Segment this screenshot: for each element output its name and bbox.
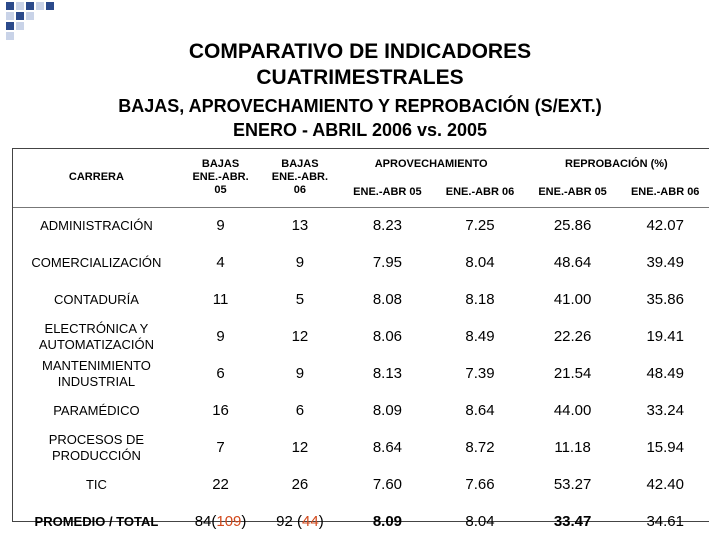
row-bajas-05: 16 — [212, 401, 229, 419]
header-bajas-05-line3: 05 — [214, 184, 227, 197]
row-bajas-05: 11 — [212, 290, 229, 308]
row-carrera — [13, 355, 180, 392]
row-carrera: CONTADURÍA — [53, 291, 139, 307]
paren-close: ) — [241, 512, 247, 530]
page-title: COMPARATIVO DE INDICADORES — [188, 40, 532, 63]
row-aprov-06: 7.39 — [465, 364, 495, 382]
row-carrera-line1: PROCESOS DE — [48, 431, 145, 447]
row-reprob-05: 11.18 — [554, 438, 591, 456]
total-bajas-05-extra: 109 — [216, 512, 242, 530]
row-aprov-05: 7.95 — [372, 253, 403, 271]
table-row — [13, 429, 709, 466]
row-bajas-06: 13 — [291, 216, 309, 234]
deco-square — [16, 2, 24, 10]
row-reprob-05: 21.54 — [553, 364, 592, 382]
header-aprov-06: ENE.-ABR 06 — [436, 179, 524, 207]
row-aprov-06: 7.25 — [465, 216, 495, 234]
row-bajas-06: 12 — [291, 438, 309, 456]
row-carrera — [13, 429, 180, 466]
row-reprob-06: 35.86 — [646, 290, 684, 308]
header-reprob-05: ENE.-ABR 05 — [524, 179, 622, 207]
page-subtitle-period: ENERO - ABRIL 2006 vs. 2005 — [232, 120, 488, 140]
row-reprob-06: 15.94 — [646, 438, 684, 456]
row-bajas-05: 9 — [216, 327, 225, 345]
header-aprovechamiento: APROVECHAMIENTO — [374, 157, 488, 170]
paren-close: ) — [318, 512, 324, 530]
total-bajas-06-value: 92 — [276, 512, 297, 530]
page-title-line2: CUATRIMESTRALES — [256, 66, 464, 89]
table-row — [13, 207, 709, 244]
row-aprov-05: 8.13 — [372, 364, 403, 382]
row-aprov-06: 8.64 — [465, 401, 495, 419]
row-aprov-06: 7.66 — [465, 475, 495, 493]
row-carrera-line2: PRODUCCIÓN — [52, 447, 141, 463]
deco-square — [16, 22, 24, 30]
indicators-table — [12, 148, 709, 530]
row-aprov-05: 8.06 — [372, 327, 403, 345]
row-bajas-06: 9 — [295, 364, 305, 382]
header-bajas-05 — [180, 149, 261, 207]
total-bajas-06-extra: 44 — [302, 512, 319, 530]
row-bajas-06: 9 — [295, 253, 305, 271]
total-row — [13, 503, 709, 540]
header-reprobacion: REPROBACIÓN (%) — [565, 157, 668, 170]
row-reprob-05: 22.26 — [553, 327, 592, 345]
deco-square — [16, 12, 24, 20]
table-row — [13, 392, 709, 429]
table-row — [13, 318, 709, 355]
header-carrera — [13, 149, 180, 207]
row-bajas-06: 26 — [291, 475, 309, 493]
total-bajas-06 — [261, 503, 338, 540]
header-carrera-label: CARRERA — [68, 171, 124, 184]
row-bajas-06: 5 — [295, 290, 305, 308]
row-reprob-06: 42.07 — [646, 216, 684, 234]
deco-square — [46, 2, 54, 10]
table-row — [13, 281, 709, 318]
row-reprob-06: 42.40 — [646, 475, 684, 493]
table-row — [13, 355, 709, 392]
row-reprob-06: 39.49 — [646, 253, 684, 271]
header-bajas-06-line3: 06 — [293, 184, 307, 197]
total-bajas-05 — [180, 503, 261, 540]
total-reprob-06: 34.61 — [646, 512, 684, 530]
row-carrera-line1: MANTENIMIENTO — [42, 357, 151, 373]
deco-square — [6, 22, 14, 30]
header-bajas-05-line1: BAJAS — [201, 158, 240, 171]
total-label: PROMEDIO / TOTAL — [34, 513, 159, 529]
table-row — [13, 466, 709, 503]
row-bajas-05: 9 — [216, 216, 225, 234]
header-bajas-06-line2: ENE.-ABR. — [271, 171, 329, 184]
table-row — [13, 244, 709, 281]
row-aprov-05: 8.09 — [372, 401, 403, 419]
paren-open: ( — [297, 512, 302, 530]
row-bajas-05: 7 — [216, 438, 225, 456]
row-aprov-06: 8.72 — [465, 438, 495, 456]
row-aprov-05: 8.23 — [372, 216, 403, 234]
deco-square — [36, 2, 44, 10]
row-reprob-05: 44.00 — [553, 401, 592, 419]
deco-square — [26, 2, 34, 10]
row-aprov-06: 8.04 — [465, 253, 495, 271]
paren-open: ( — [211, 512, 217, 530]
total-aprov-05: 8.09 — [372, 512, 403, 530]
header-aprov-05: ENE.-ABR 05 — [339, 179, 437, 207]
total-bajas-05-value: 84 — [194, 512, 212, 530]
deco-square — [6, 2, 14, 10]
row-bajas-05: 4 — [216, 253, 225, 271]
total-reprob-05: 33.47 — [553, 512, 592, 530]
row-aprov-05: 8.64 — [372, 438, 403, 456]
row-reprob-06: 33.24 — [646, 401, 684, 419]
row-reprob-05: 48.64 — [553, 253, 592, 271]
row-carrera-line2: INDUSTRIAL — [57, 373, 136, 389]
header-bajas-05-line2: ENE.-ABR. — [192, 171, 249, 184]
row-aprov-05: 8.08 — [372, 290, 403, 308]
row-bajas-06: 12 — [291, 327, 309, 345]
row-carrera — [13, 318, 180, 355]
row-reprob-05: 53.27 — [553, 475, 592, 493]
header-reprob-06: ENE.-ABR 06 — [621, 179, 709, 207]
total-aprov-06: 8.04 — [465, 512, 495, 530]
row-reprob-06: 48.49 — [646, 364, 684, 382]
row-carrera: ADMINISTRACIÓN — [40, 217, 153, 233]
row-aprov-05: 7.60 — [372, 475, 403, 493]
row-aprov-06: 8.49 — [465, 327, 495, 345]
row-aprov-06: 8.18 — [465, 290, 495, 308]
row-reprob-05: 25.86 — [553, 216, 592, 234]
deco-square — [26, 12, 34, 20]
row-carrera-line1: ELECTRÓNICA Y — [44, 320, 149, 336]
corner-decoration — [0, 0, 60, 40]
row-bajas-06: 6 — [295, 401, 305, 419]
deco-square — [6, 12, 14, 20]
row-carrera: COMERCIALIZACIÓN — [31, 254, 162, 270]
row-reprob-06: 19.41 — [646, 327, 684, 345]
row-bajas-05: 22 — [212, 475, 229, 493]
row-bajas-05: 6 — [216, 364, 225, 382]
header-bajas-06 — [261, 149, 338, 207]
row-reprob-05: 41.00 — [553, 290, 592, 308]
row-carrera-line2: AUTOMATIZACIÓN — [38, 336, 154, 352]
page-subtitle: BAJAS, APROVECHAMIENTO Y REPROBACIÓN (S/EXT.) — [118, 96, 602, 116]
row-carrera: TIC — [85, 476, 107, 492]
header-bajas-06-line1: BAJAS — [281, 158, 319, 171]
deco-square — [6, 32, 14, 40]
row-carrera: PARAMÉDICO — [53, 402, 140, 418]
